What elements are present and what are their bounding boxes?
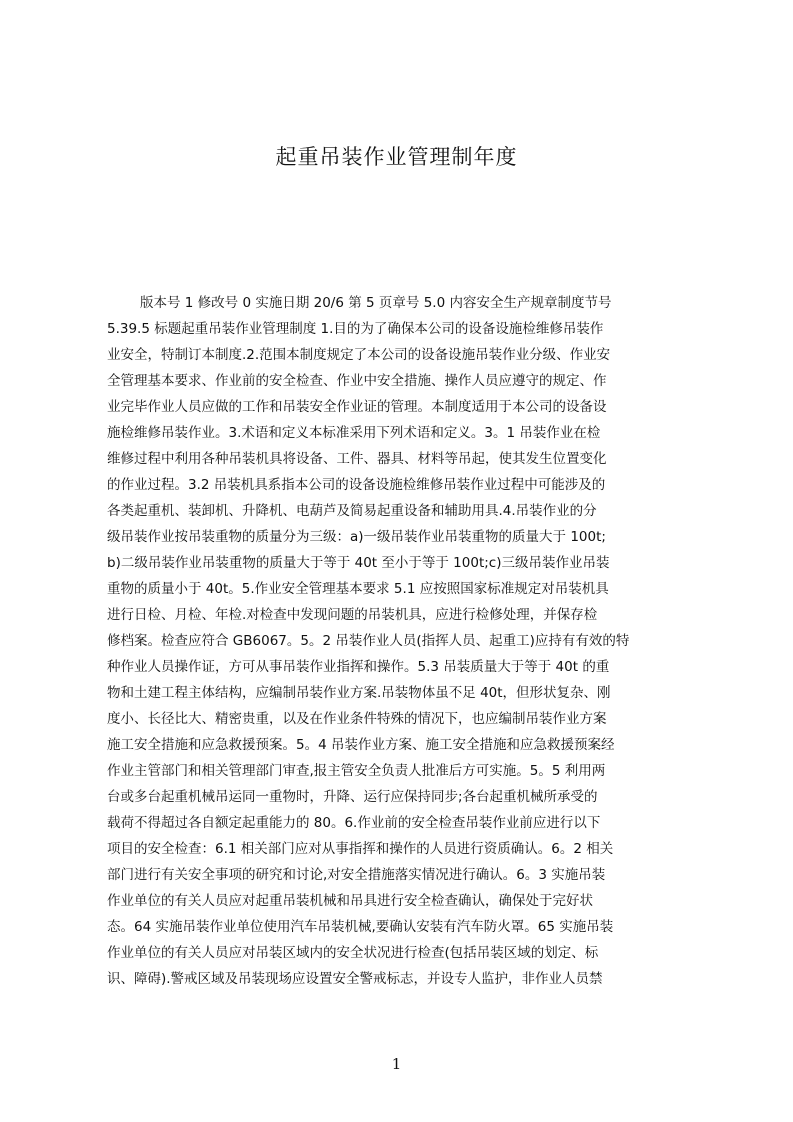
text-line: 的作业过程。3.2 吊装机具系指本公司的设备设施检维修吊装作业过程中可能涉及的 (107, 477, 606, 493)
text-line: 识、障碍).警戒区域及吊装现场应设置安全警戒标志，并设专人监护，非作业人员禁 (107, 971, 603, 987)
text-line: 施工安全措施和应急救援预案。5。4 吊装作业方案、施工安全措施和应急救援预案经 (107, 737, 615, 753)
text-line: 业完毕作业人员应做的工作和吊装安全作业证的管理。本制度适用于本公司的设备设 (107, 399, 607, 415)
text-line: 各类起重机、装卸机、升降机、电葫芦及简易起重设备和辅助用具.4.吊装作业的分 (107, 503, 597, 519)
text-line: 业安全，特制订本制度.2.范围本制度规定了本公司的设备设施吊装作业分级、作业安 (107, 347, 611, 363)
text-line: b)二级吊装作业吊装重物的质量大于等于 40t 至小于等于 100t;c)三级吊装作业吊装 (107, 555, 610, 571)
text-line: 维修过程中利用各种吊装机具将设备、工件、器具、材料等吊起，使其发生位置变化 (107, 451, 607, 467)
text-line: 作业单位的有关人员应对起重吊装机械和吊具进行安全检查确认，确保处于完好状 (107, 893, 593, 909)
document-title: 起重吊装作业管理制年度 (275, 145, 518, 169)
text-line: 5.39.5 标题起重吊装作业管理制度 1.目的为了确保本公司的设备设施检维修吊装作 (107, 321, 604, 337)
text-line: 度小、长径比大、精密贵重，以及在作业条件特殊的情况下，也应编制吊装作业方案 (107, 711, 607, 727)
text-line: 修档案。检查应符合 GB6067。5。2 吊装作业人员(指挥人员、起重工)应持有有效的特 (107, 633, 630, 649)
text-line: 作业单位的有关人员应对吊装区域内的安全状况进行检查(包括吊装区域的划定、标 (107, 945, 599, 961)
text-line: 作业主管部门和相关管理部门审查,报主管安全负责人批准后方可实施。5。5 利用两 (107, 763, 606, 779)
text-line: 级吊装作业按吊装重物的质量分为三级：a)一级吊装作业吊装重物的质量大于 100t; (107, 529, 606, 545)
text-line: 种作业人员操作证，方可从事吊装作业指挥和操作。5.3 吊装质量大于等于 40t 的重 (107, 659, 610, 675)
text-line: 载荷不得超过各自额定起重能力的 80。6.作业前的安全检查吊装作业前应进行以下 (107, 815, 601, 831)
text-line: 进行日检、月检、年检.对检查中发现问题的吊装机具，应进行检修处理，并保存检 (107, 607, 598, 623)
text-line: 部门进行有关安全事项的研究和讨论,对安全措施落实情况进行确认。6。3 实施吊装 (107, 867, 606, 883)
text-line: 施检维修吊装作业。3.术语和定义本标准采用下列术语和定义。3。1 吊装作业在检 (107, 425, 601, 441)
body-paragraph (107, 290, 697, 1022)
text-line: 项目的安全检查：6.1 相关部门应对从事指挥和操作的人员进行资质确认。6。2 相关 (107, 841, 614, 857)
text-line: 版本号 1 修改号 0 实施日期 20/6 第 5 页章号 5.0 内容安全生产规章制度节号 (140, 295, 612, 311)
page-number: 1 (391, 1055, 402, 1073)
text-line: 全管理基本要求、作业前的安全检查、作业中安全措施、操作人员应遵守的规定、作 (107, 373, 607, 389)
text-line: 物和土建工程主体结构，应编制吊装作业方案.吊装物体虽不足 40t，但形状复杂、刚 (107, 685, 611, 701)
text-line: 态。64 实施吊装作业单位使用汽车吊装机械,要确认安装有汽车防火罩。65 实施吊装 (107, 919, 614, 935)
text-line: 重物的质量小于 40t。5.作业安全管理基本要求 5.1 应按照国家标准规定对吊装机具 (107, 581, 609, 597)
text-line: 台或多台起重机械吊运同一重物时，升降、运行应保持同步;各台起重机械所承受的 (107, 789, 598, 805)
